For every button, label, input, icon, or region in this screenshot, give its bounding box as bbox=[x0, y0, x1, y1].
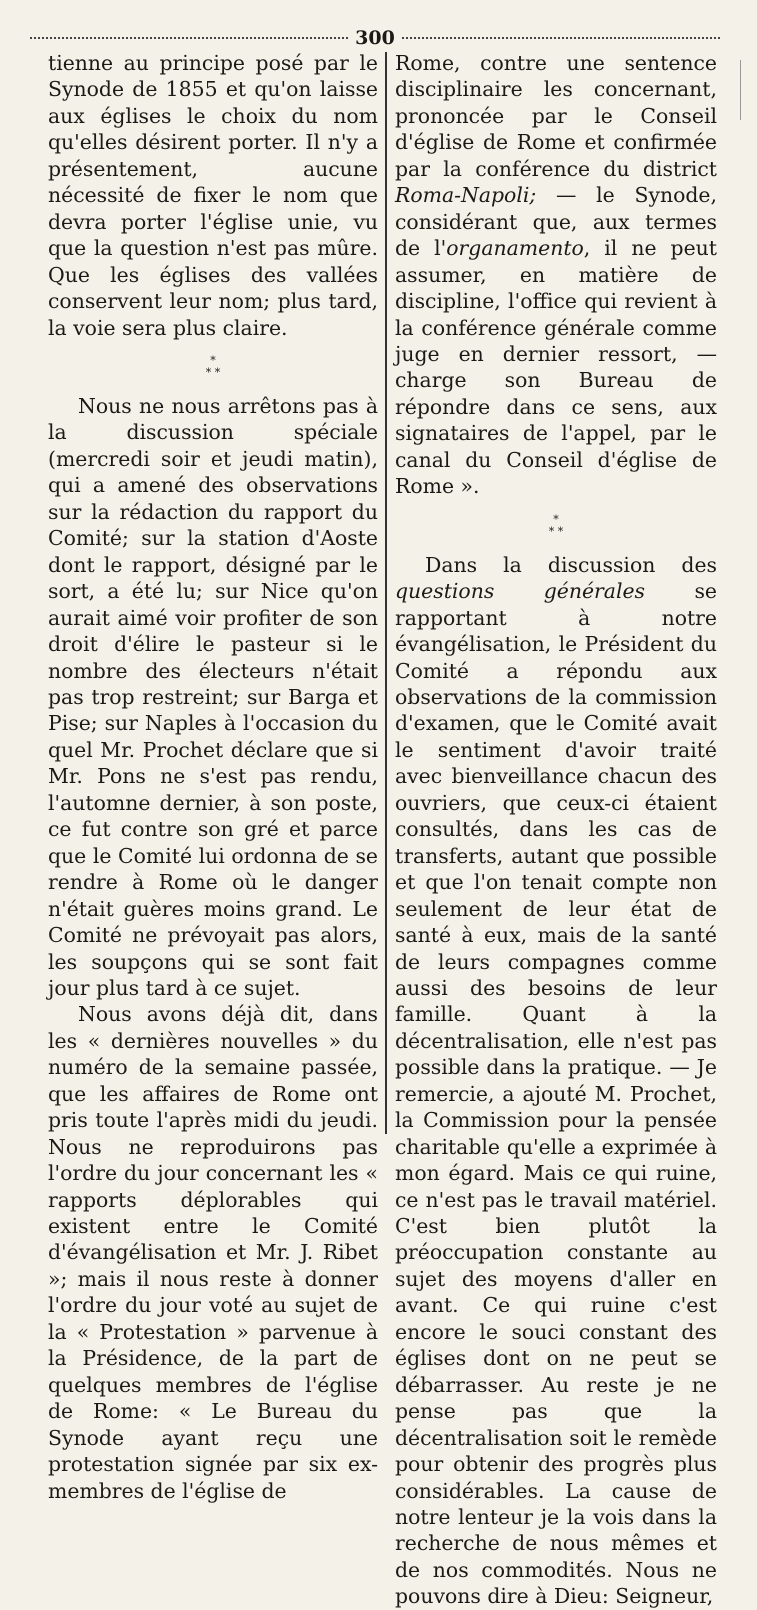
header-rule-right bbox=[402, 37, 720, 39]
right-column bbox=[395, 50, 717, 1610]
separator-stars: * * bbox=[205, 365, 221, 379]
header-rule-left bbox=[30, 37, 348, 39]
text-run: Rome, contre une sentence disciplinaire les concernant, prononcée par le Conseil d'église de Rome et confirmée par la conférence du district bbox=[395, 51, 717, 181]
italic-run: organamento bbox=[446, 236, 584, 261]
left-paragraph-3: Nous avons déjà dit, dans les « dernières nouvelles » du numéro de la semaine passée, que les affaires de Rome ont pris toute l'après midi du jeudi. Nous ne reproduirons pas l'ordre du jour concernant les « rapports déplorables qui existent entre le Comité d'évangélisation et Mr. J. Ribet »; mais il nous reste à donner l'ordre du jour voté au sujet de la « Protestation » parvenue à la Présidence, de la part de quelques membres de l'église de Rome: « Le Bureau du Synode ayant reçu une protestation signée par six ex-membres de l'église de bbox=[48, 1002, 378, 1503]
section-separator-left bbox=[48, 341, 378, 393]
text-run: , il ne peut assumer, en matière de discipline, l'office qui revient à la conférence générale comme juge en dernier ressort, — charge son Bureau de répondre dans ce sens, aux signataires de l'appel, par le canal du Conseil d'église de Rome ». bbox=[395, 236, 717, 499]
left-paragraph-1: tienne au principe posé par le Synode de 1855 et qu'on laisse aux églises le choix du nom qu'elles désirent porter. Il n'y a présentement, aucune nécessité de fixer le nom que devra porter l'église unie, vu que la question n'est pas mûre. Que les églises des vallées conservent leur nom; plus tard, la voie sera plus claire. bbox=[48, 51, 378, 340]
page-number: 300 bbox=[355, 27, 395, 49]
right-paragraph-2 bbox=[395, 552, 717, 1610]
italic-run: questions générales bbox=[395, 579, 646, 604]
italic-run: Roma-Napoli; bbox=[395, 183, 537, 208]
right-paragraph-1 bbox=[395, 50, 717, 500]
text-run: se rapportant à notre évangélisation, le Président du Comité a répondu aux observations de la commission d'examen, que le Comité avait le sentiment d'avoir traité avec bienveillance chacun des ouvriers, que ceux-ci étaient consultés, dans les cas de transferts, autant que possible et que l'on tenait compte non seulement de leur état de santé à eux, mais de la santé de leurs compagnes comme aussi des besoins de leur famille. Quant à la décentralisation, elle n'est pas possible dans la pratique. — Je remercie, a ajouté M. Prochet, la Commission pour la pensée charitable qu'elle a exprimée à mon égard. Mais ce qui ruine, ce n'est pas le travail matériel. C'est bien plutôt la préoccupation constante au sujet des moyens d'aller en avant. Ce qui ruine c'est encore le souci constant des églises dont on ne peut se débarrasser. Au reste je ne pense pas que la décentralisation soit le remède pour obtenir des progrès plus considérables. La cause de notre lenteur je la vois dans la recherche de nous mêmes et de nos commodités. Nous ne pouvons dire à Dieu: Seigneur, bbox=[395, 579, 717, 1609]
separator-stars: * * bbox=[548, 524, 564, 538]
separator-star: * bbox=[210, 353, 216, 367]
column-divider bbox=[385, 52, 387, 1134]
page-header bbox=[30, 28, 720, 48]
section-separator-right bbox=[395, 500, 717, 552]
left-paragraph-2: Nous ne nous arrêtons pas à la discussion spéciale (mercredi soir et jeudi matin), qui a amené des observations sur la rédaction du rapport du Comité; sur la station d'Aoste dont le rapport, désigné par le sort, a été lu; sur Nice qu'on aurait aimé voir profiter de son droit d'élire le pasteur si le nombre des électeurs n'était pas trop restreint; sur Barga et Pise; sur Naples à l'occasion du quel Mr. Prochet déclare que si Mr. Pons ne s'est pas rendu, l'automne dernier, à son poste, ce fut contre son gré et parce que le Comité lui ordonna de se rendre à Rome où le danger n'était guères moins grand. Le Comité ne prévoyait pas alors, les soupçons qui se sont fait jour plus tard à ce sujet. bbox=[48, 393, 378, 1000]
margin-mark bbox=[740, 60, 741, 120]
left-column bbox=[48, 50, 378, 1504]
text-run: Dans la discussion des bbox=[425, 552, 717, 577]
text-run: — le Synode, considérant que, aux termes de l' bbox=[395, 183, 717, 261]
separator-star: * bbox=[553, 512, 559, 526]
